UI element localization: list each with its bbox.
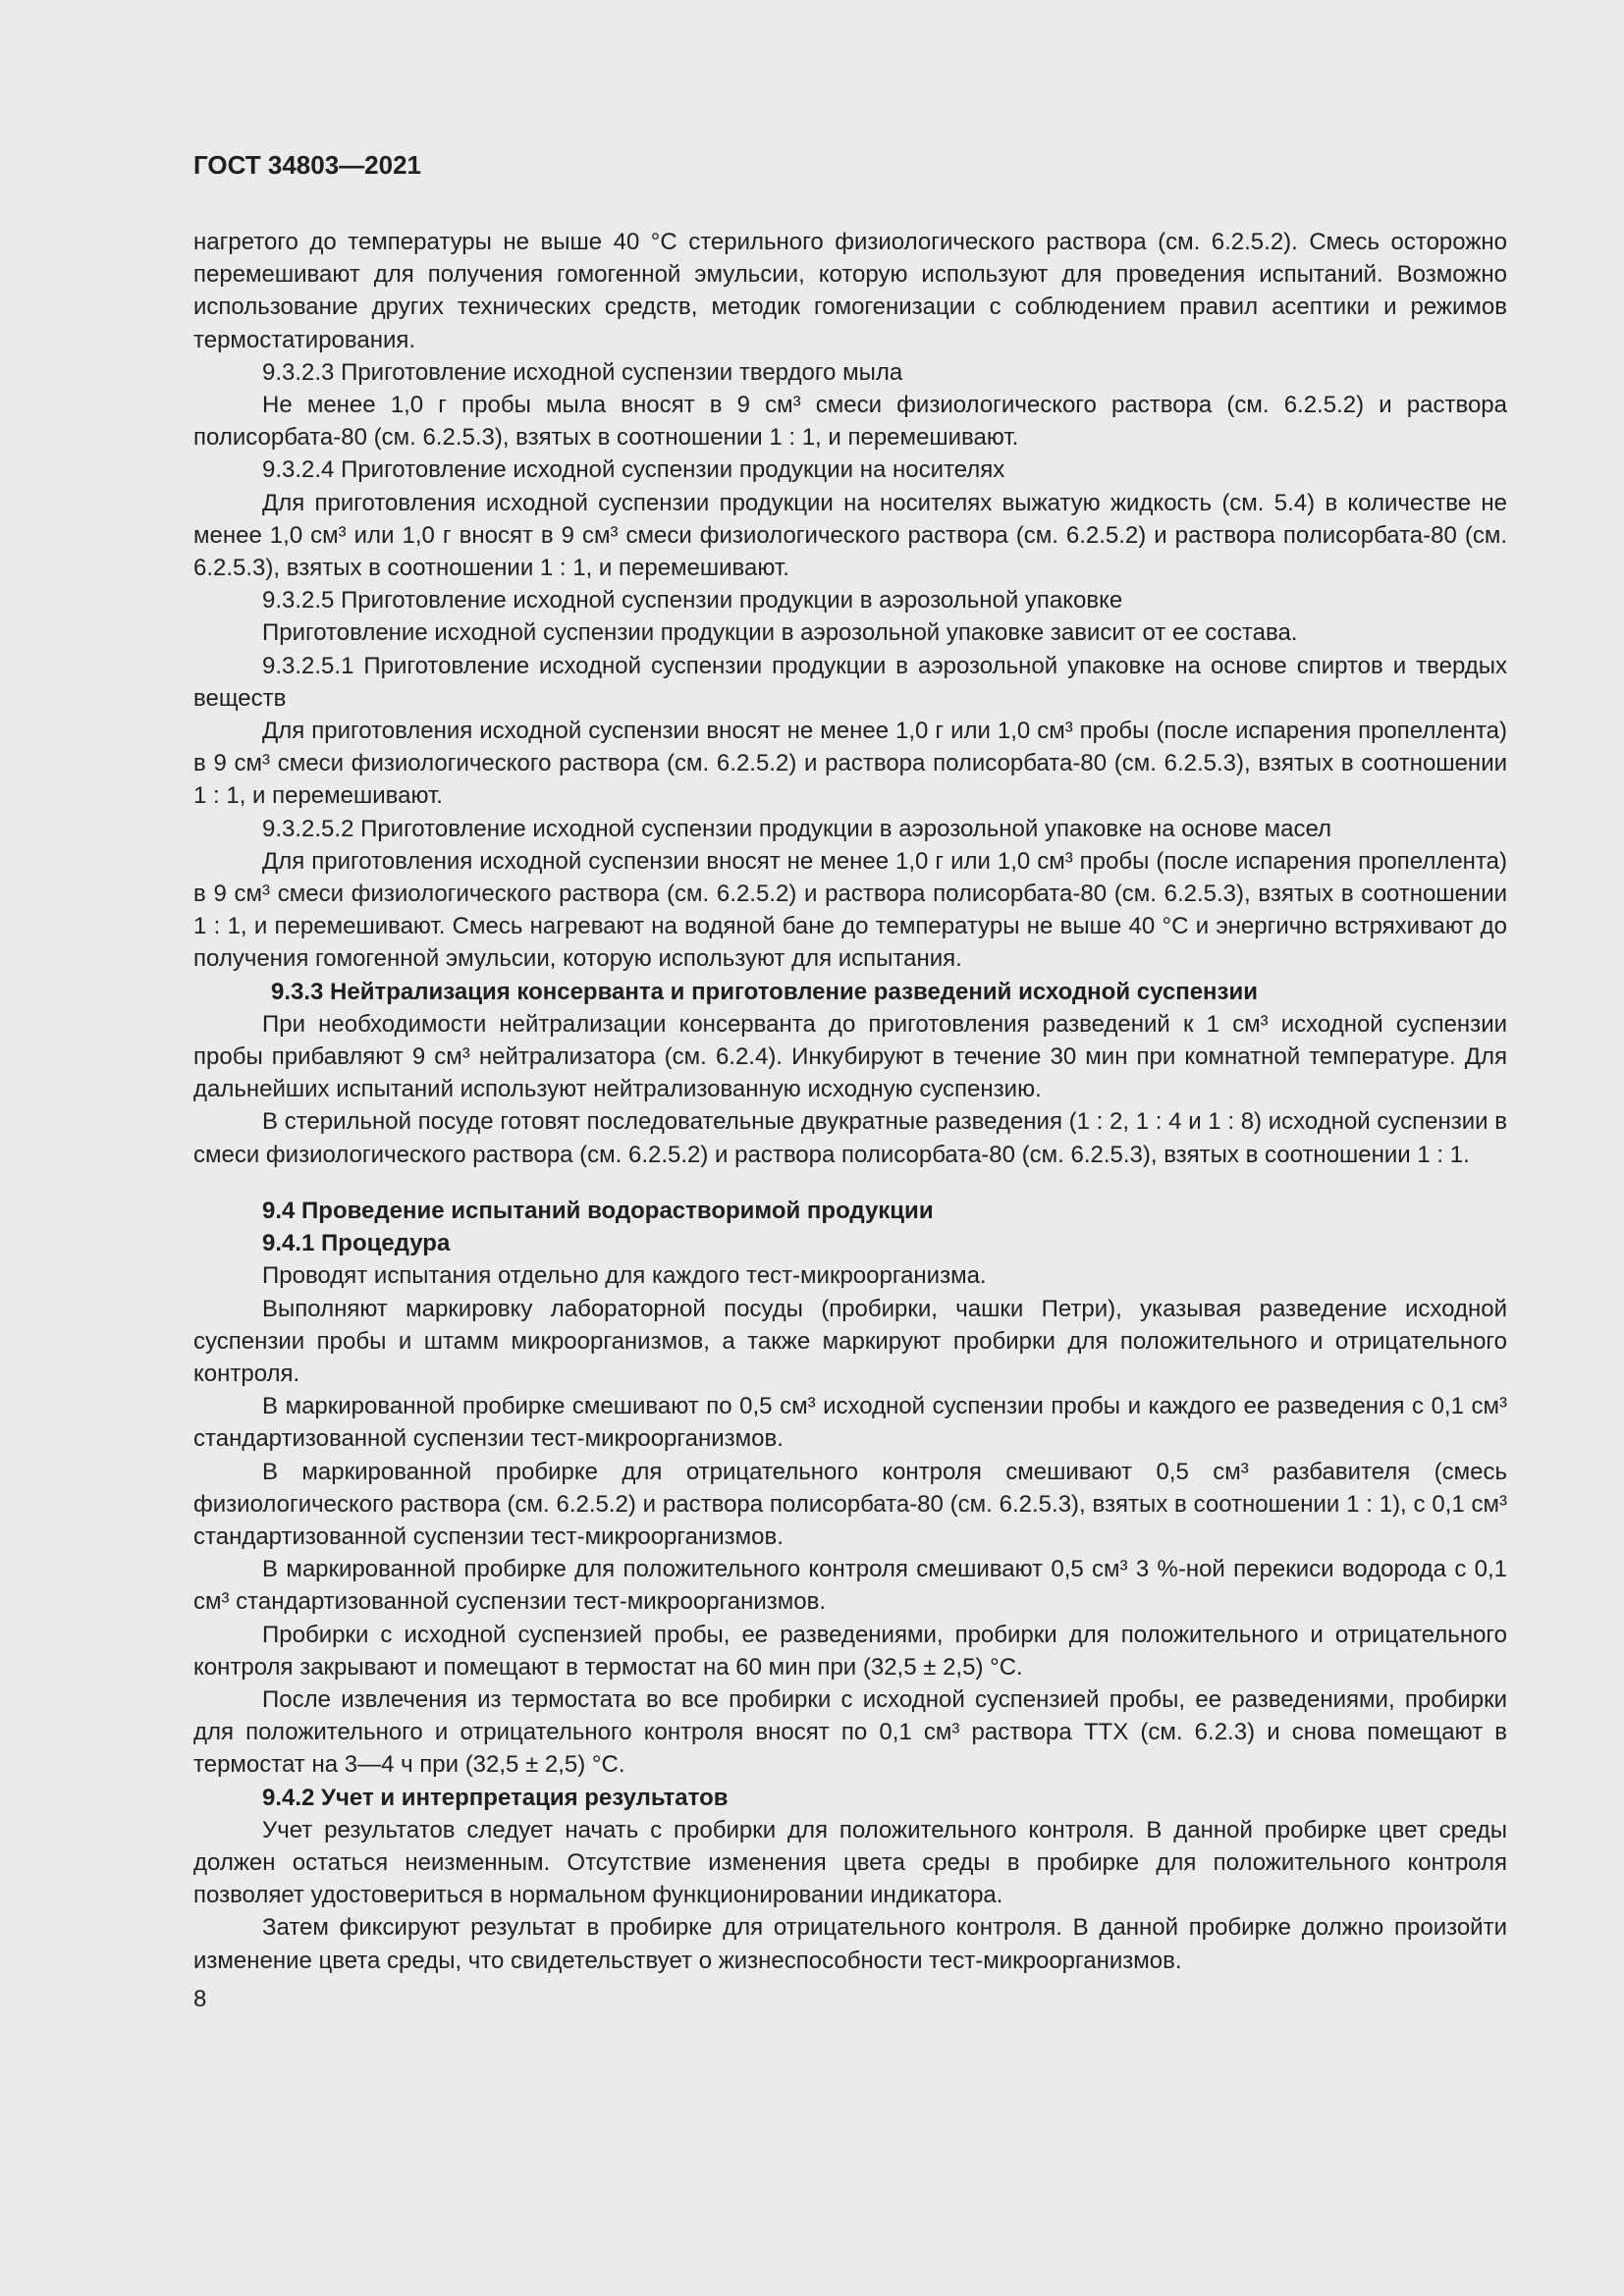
body-paragraph: Для приготовления исходной суспензии вносят не менее 1,0 г или 1,0 см³ пробы (после испарения пропеллента) в 9 см³ смеси физиологического раствора (см. 6.2.5.2) и раствора полисорбата-80 (см. 6.2.5.3), взятых в соотношении 1 : 1, и перемешивают. xyxy=(193,718,1507,810)
section-heading: 9.3.3 Нейтрализация консерванта и приготовление разведений исходной суспензии xyxy=(271,978,1258,1005)
body-paragraph: 9.3.2.3 Приготовление исходной суспензии твердого мыла xyxy=(262,358,903,386)
section-heading: 9.4 Проведение испытаний водорастворимой продукции xyxy=(262,1197,934,1224)
body-paragraph: Приготовление исходной суспензии продукции в аэрозольной упаковке зависит от ее состава. xyxy=(262,619,1298,647)
body-paragraph: Проводят испытания отдельно для каждого тест-микроорганизма. xyxy=(262,1262,987,1290)
body-paragraph: Для приготовления исходной суспензии продукции на носителях выжатую жидкость (см. 5.4) в количестве не менее 1,0 см³ или 1,0 г вносят в 9 см³ смеси физиологического раствора (см. 6.2.5.2) и раствора полисорбата-80 (см. 6.2.5.3), взятых в соотношении 1 : 1, и перемешивают. xyxy=(193,489,1507,582)
body-paragraph: В стерильной посуде готовят последовательные двукратные разведения (1 : 2, 1 : 4 и 1 : 8) исходной суспензии в смеси физиологического раствора (см. 6.2.5.2) и раствора полисорбата-80 (см. 6.2.5.3), взятых в соотношении 1 : 1. xyxy=(193,1108,1507,1168)
document-header: ГОСТ 34803—2021 xyxy=(193,150,421,180)
document-page xyxy=(193,145,1507,2015)
section-heading: 9.4.1 Процедура xyxy=(262,1230,451,1257)
body-paragraph: После извлечения из термостата во все пробирки с исходной суспензией пробы, ее разведениями, пробирки для положительного и отрицательного контроля вносят по 0,1 см³ раствора ТТХ (см. 6.2.3) и снова помещают в термостат на 3—4 ч при (32,5 ± 2,5) °С. xyxy=(193,1685,1507,1779)
body-paragraph: Учет результатов следует начать с пробирки для положительного контроля. В данной пробирке цвет среды должен остаться неизменным. Отсутствие изменения цвета среды в пробирке для положительного контроля позволяет удостовериться в нормальном функционировании индикатора. xyxy=(193,1816,1507,1909)
body-paragraph: При необходимости нейтрализации консерванта до приготовления разведений к 1 см³ исходной суспензии пробы прибавляют 9 см³ нейтрализатора (см. 6.2.4). Инкубируют в течение 30 мин при комнатной температуре. Для дальнейших испытаний используют нейтрализованную исходную суспензию. xyxy=(193,1010,1507,1103)
body-paragraph: Не менее 1,0 г пробы мыла вносят в 9 см³ смеси физиологического раствора (см. 6.2.5.2) и раствора полисорбата-80 (см. 6.2.5.3), взятых в соотношении 1 : 1, и перемешивают. xyxy=(193,392,1507,452)
body-paragraph: 9.3.2.4 Приготовление исходной суспензии продукции на носителях xyxy=(262,456,1005,484)
body-paragraph: 9.3.2.5 Приготовление исходной суспензии продукции в аэрозольной упаковке xyxy=(262,587,1123,614)
body-paragraph: Выполняют маркировку лабораторной посуды (пробирки, чашки Петри), указывая разведение исходной суспензии пробы и штамм микроорганизмов, а также маркируют пробирки для положительного и отрицательного контроля. xyxy=(193,1295,1507,1387)
document-body xyxy=(193,226,1507,1977)
body-paragraph: Для приготовления исходной суспензии вносят не менее 1,0 г или 1,0 см³ пробы (после испарения пропеллента) в 9 см³ смеси физиологического раствора (см. 6.2.5.2) и раствора полисорбата-80 (см. 6.2.5.3), взятых в соотношении 1 : 1, и перемешивают. Смесь нагревают на водяной бане до температуры не выше 40 °С и энергично встряхивают до получения гомогенной эмульсии, которую используют для испытания. xyxy=(193,847,1507,973)
body-paragraph: В маркированной пробирке для положительного контроля смешивают 0,5 см³ 3 %-ной перекиси водорода с 0,1 см³ стандартизованной суспензии тест-микроорганизмов. xyxy=(193,1556,1507,1616)
body-paragraph: 9.3.2.5.2 Приготовление исходной суспензии продукции в аэрозольной упаковке на основе масел xyxy=(262,815,1332,842)
body-paragraph: В маркированной пробирке смешивают по 0,5 см³ исходной суспензии пробы и каждого ее разведения с 0,1 см³ стандартизованной суспензии тест-микроорганизмов. xyxy=(193,1393,1507,1453)
body-paragraph: нагретого до температуры не выше 40 °С стерильного физиологического раствора (см. 6.2.5.2). Смесь осторожно перемешивают для получения гомогенной эмульсии, которую используют для проведения испытаний. Возможно использование других технических средств, методик гомогенизации с соблюдением правил асептики и режимов термостатирования. xyxy=(193,229,1507,353)
body-paragraph: Пробирки с исходной суспензией пробы, ее разведениями, пробирки для положительного и отрицательного контроля закрывают и помещают в термостат на 60 мин при (32,5 ± 2,5) °С. xyxy=(193,1621,1507,1681)
page-number: 8 xyxy=(193,1985,207,2012)
body-paragraph: 9.3.2.5.1 Приготовление исходной суспензии продукции в аэрозольной упаковке на основе спиртов и твердых веществ xyxy=(193,652,1507,712)
body-paragraph: Затем фиксируют результат в пробирке для отрицательного контроля. В данной пробирке должно произойти изменение цвета среды, что свидетельствует о жизнеспособности тест-микроорганизмов. xyxy=(193,1914,1507,1974)
section-heading: 9.4.2 Учет и интерпретация результатов xyxy=(262,1784,729,1811)
body-paragraph: В маркированной пробирке для отрицательного контроля смешивают 0,5 см³ разбавителя (смесь физиологического раствора (см. 6.2.5.2) и раствора полисорбата-80 (см. 6.2.5.3), взятых в соотношении 1 : 1), с 0,1 см³ стандартизованной суспензии тест-микроорганизмов. xyxy=(193,1458,1507,1550)
